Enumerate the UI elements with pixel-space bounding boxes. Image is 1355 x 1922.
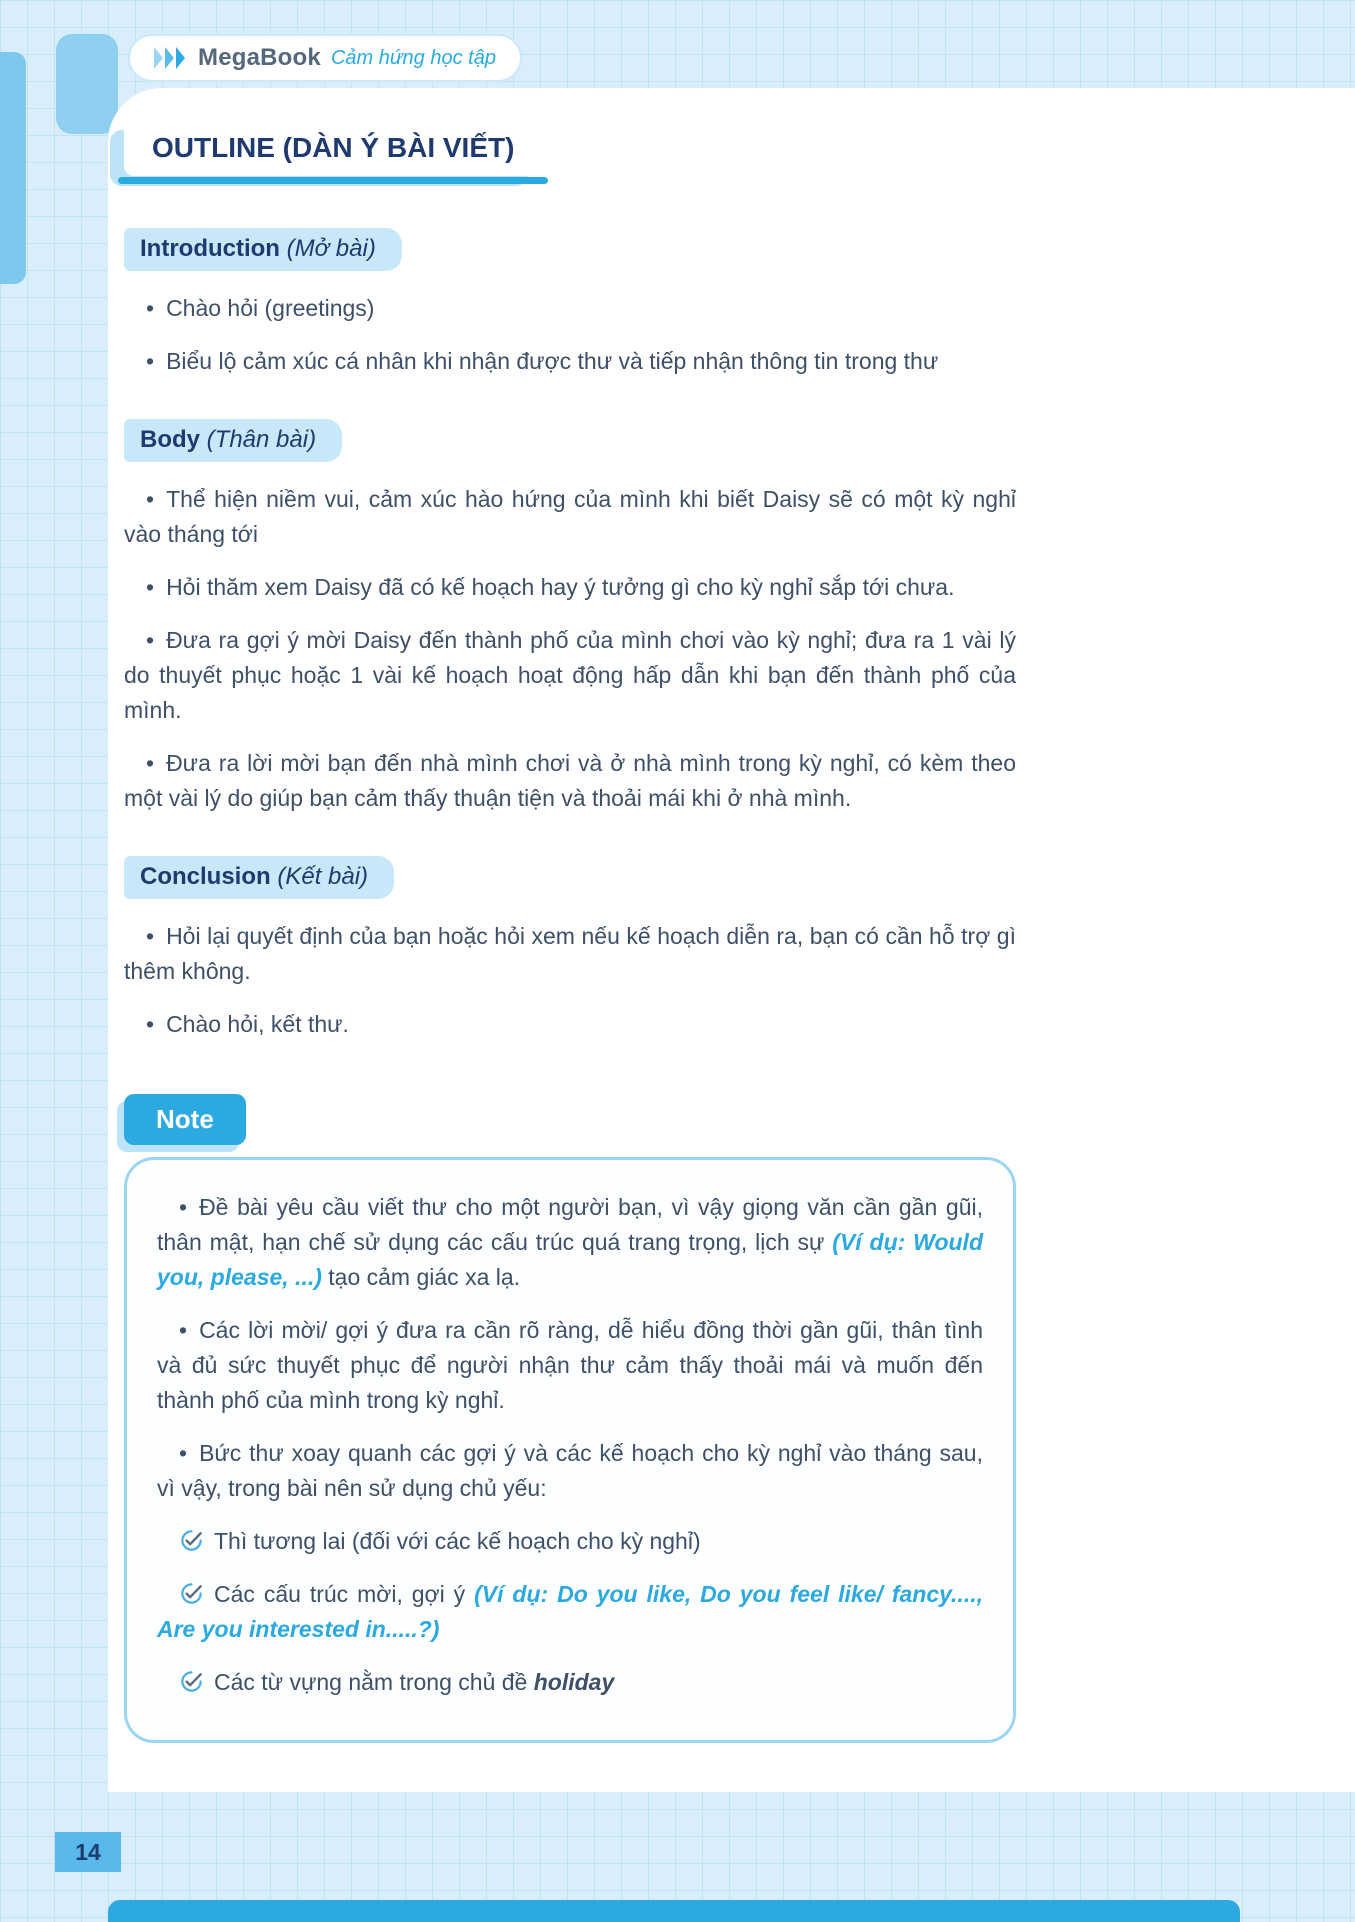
note-checklist [157,1524,983,1700]
bullet-dot-icon: • [146,923,155,949]
bullet-dot-icon: • [179,1194,188,1220]
bullet-dot-icon: • [146,486,155,512]
text-segment: tạo cảm giác xa lạ. [321,1264,521,1290]
introduction-bullets [124,291,1016,379]
corner-decoration [56,34,118,134]
section-heading-introduction [124,228,402,271]
conclusion-bullets [124,919,1016,1042]
bullet-item [157,1313,983,1418]
text-segment: Chào hỏi, kết thư. [166,1011,349,1037]
bullet-item [124,746,1016,816]
brand-logo-text: MegaBook [198,44,321,71]
text-segment: Biểu lộ cảm xúc cá nhân khi nhận được thư và tiếp nhận thông tin trong thư [166,348,939,374]
text-segment: (Ví dụ: Would you, please, ...) [157,1229,983,1290]
bullet-item [124,482,1016,552]
check-item [157,1577,983,1647]
check-circle-icon [179,1528,204,1554]
bullet-item [124,291,1016,326]
text-segment: holiday [533,1669,615,1695]
check-item [157,1665,983,1700]
text-segment: Đưa ra lời mời bạn đến nhà mình chơi và ở nhà mình trong kỳ nghỉ, có kèm theo một vài lý do giúp bạn cảm thấy thuận tiện và thoải mái khi ở nhà mình. [124,750,1016,811]
text-segment: Thể hiện niềm vui, cảm xúc hào hứng của mình khi biết Daisy sẽ có một kỳ nghỉ vào tháng tới [124,486,1016,547]
text-segment: Các từ vựng nằm trong chủ đề [214,1669,534,1695]
section-heading-conclusion [124,856,394,899]
bullet-item [124,570,1016,605]
text-segment: Thì tương lai (đối với các kế hoạch cho kỳ nghỉ) [214,1528,701,1554]
check-circle-icon [179,1581,204,1607]
note-bullets [157,1190,983,1506]
text-segment: Chào hỏi (greetings) [166,295,375,321]
text-segment: Đề bài yêu cầu viết thư cho một người bạn, vì vậy giọng văn cần gần gũi, thân mật, hạn chế sử dụng các cấu trúc quá trang trọng, lịch sự [157,1194,983,1255]
bullet-dot-icon: • [146,295,155,321]
megabook-brand-pill [128,34,522,82]
text-segment: Các cấu trúc mời, gợi ý [214,1581,475,1607]
bullet-dot-icon: • [146,750,155,776]
text-segment: Đưa ra gợi ý mời Daisy đến thành phố của mình chơi vào kỳ nghỉ; đưa ra 1 vài lý do thuyết phục hoặc 1 vài kế hoạch hoạt động hấp dẫn khi bạn đến thành phố của mình. [124,627,1016,723]
left-edge-accent [0,52,26,284]
check-item [157,1524,983,1559]
text-segment: Hỏi lại quyết định của bạn hoặc hỏi xem nếu kế hoạch diễn ra, bạn có cần hỗ trợ gì thêm không. [124,923,1016,984]
bullet-item [157,1436,983,1506]
heading-suffix: (Thân bài) [206,426,317,453]
heading-text: Body [140,426,200,453]
bullet-item [157,1190,983,1295]
bullet-dot-icon: • [146,627,155,653]
megabook-logo-icon [154,47,188,69]
note-box [124,1157,1016,1743]
bullet-item [124,919,1016,989]
body-bullets [124,482,1016,816]
text-segment: Bức thư xoay quanh các gợi ý và các kế hoạch cho kỳ nghỉ vào tháng sau, vì vậy, trong bài nên sử dụng chủ yếu: [157,1440,983,1501]
text-segment: (Ví dụ: Do you like, Do you feel like/ fancy...., Are you interested in.....?) [157,1581,983,1642]
bullet-item [124,623,1016,728]
bottom-accent-bar [108,1900,1240,1922]
brand-tagline: Cảm hứng học tập [330,46,496,69]
bullet-item [124,344,1016,379]
bullet-item [124,1007,1016,1042]
heading-text: Conclusion [140,863,271,890]
text-segment: Các lời mời/ gợi ý đưa ra cần rõ ràng, dễ hiểu đồng thời gần gũi, thân tình và đủ sức thuyết phục để người nhận thư cảm thấy thoải mái và muốn đến thành phố của mình trong kỳ nghỉ. [157,1317,983,1413]
heading-suffix: (Mở bài) [286,235,376,262]
page-content [124,118,1016,1743]
heading-text: Introduction [140,235,280,262]
page-number: 14 [55,1832,121,1872]
bullet-dot-icon: • [146,1011,155,1037]
heading-suffix: (Kết bài) [277,863,369,890]
bullet-dot-icon: • [179,1440,188,1466]
section-heading-body [124,419,342,462]
bullet-dot-icon: • [146,348,155,374]
check-circle-icon [179,1669,204,1695]
bullet-dot-icon: • [146,574,155,600]
outline-title-text: OUTLINE (DÀN Ý BÀI VIẾT) [152,132,515,163]
note-badge: Note [124,1094,246,1145]
outline-title [124,120,542,176]
text-segment: Hỏi thăm xem Daisy đã có kế hoạch hay ý tưởng gì cho kỳ nghỉ sắp tới chưa. [166,574,955,600]
bullet-dot-icon: • [179,1317,188,1343]
